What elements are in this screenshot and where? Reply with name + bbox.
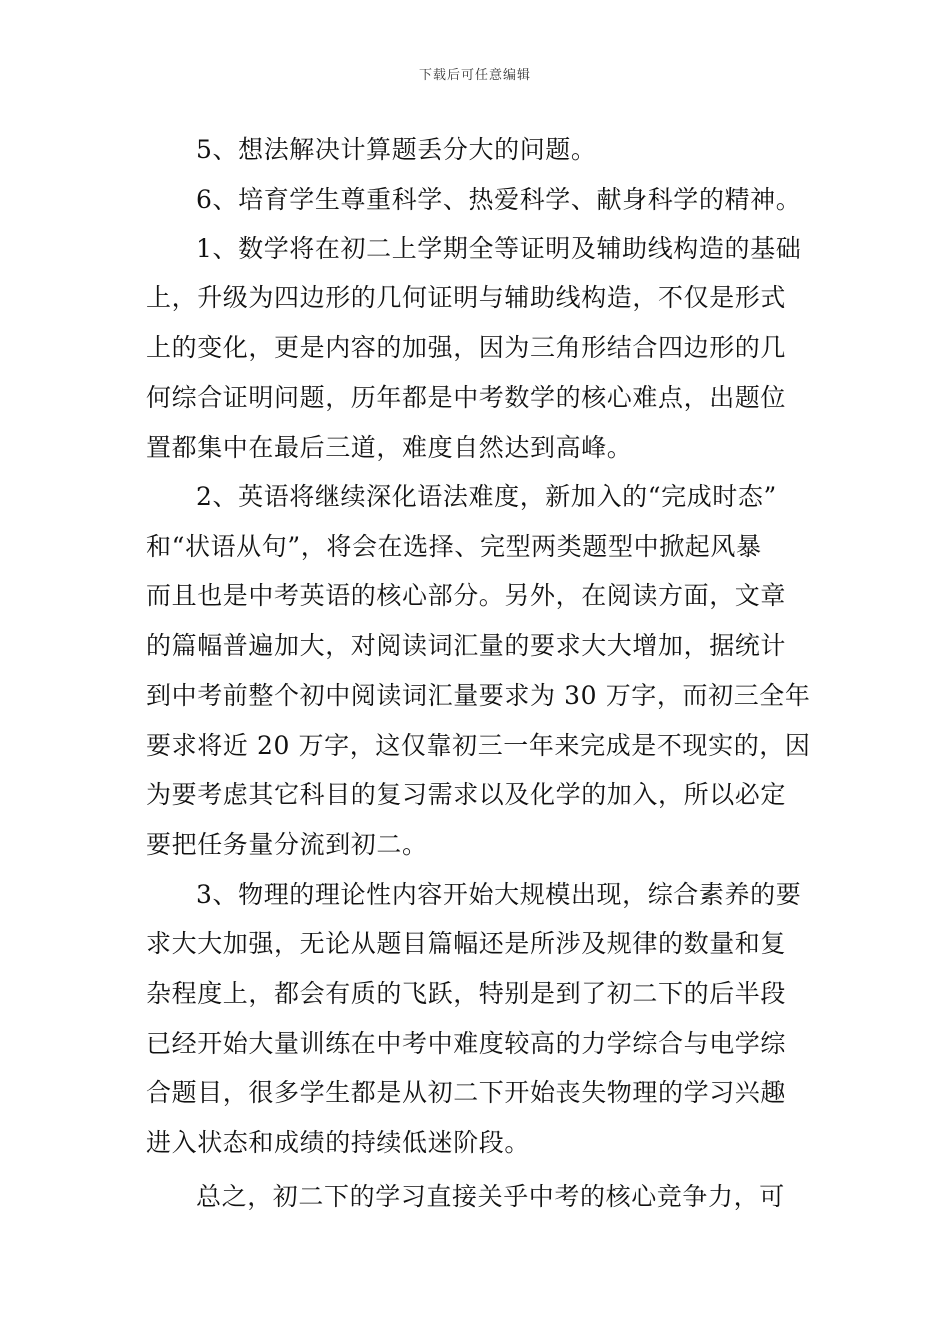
text-line: 6、培育学生尊重科学、热爱科学、献身科学的精神。 — [196, 185, 802, 214]
text-line: 要把任务量分流到初二。 — [146, 830, 428, 859]
text-line: 2、英语将继续深化语法难度，新加入的“完成时态” — [196, 482, 777, 511]
text-line: 3、物理的理论性内容开始大规模出现，综合素养的要 — [196, 880, 802, 909]
text-line: 置都集中在最后三道，难度自然达到高峰。 — [146, 433, 633, 462]
text-line: 求大大加强，无论从题目篇幅还是所涉及规律的数量和复 — [146, 929, 787, 958]
text-line: 杂程度上，都会有质的飞跃，特别是到了初二下的后半段 — [146, 979, 787, 1008]
page-header: 下载后可任意编辑 — [418, 68, 531, 83]
text-line: 为要考虑其它科目的复习需求以及化学的加入，所以必定 — [146, 780, 787, 809]
text-line: 而且也是中考英语的核心部分。另外，在阅读方面，文章 — [146, 581, 787, 610]
text-line: 何综合证明问题，历年都是中考数学的核心难点，出题位 — [146, 383, 787, 412]
text-line: 1、数学将在初二上学期全等证明及辅助线构造的基础 — [196, 234, 802, 263]
text-line: 进入状态和成绩的持续低迷阶段。 — [146, 1128, 531, 1157]
text-line: 和“状语从句”，将会在选择、完型两类题型中掀起风暴 — [146, 532, 762, 561]
text-line: 上，升级为四边形的几何证明与辅助线构造，不仅是形式 — [146, 283, 787, 312]
text-line: 总之，初二下的学习直接关乎中考的核心竞争力，可 — [196, 1182, 785, 1211]
text-line: 5、想法解决计算题丢分大的问题。 — [196, 135, 597, 164]
text-line: 上的变化，更是内容的加强，因为三角形结合四边形的几 — [146, 333, 787, 362]
text-line: 要求将近 20 万字，这仅靠初三一年来完成是不现实的，因 — [146, 731, 811, 760]
text-line: 的篇幅普遍加大，对阅读词汇量的要求大大增加，据统计 — [146, 631, 787, 660]
text-line: 已经开始大量训练在中考中难度较高的力学综合与电学综 — [146, 1029, 787, 1058]
text-line: 合题目，很多学生都是从初二下开始丧失物理的学习兴趣 — [146, 1078, 787, 1107]
text-line: 到中考前整个初中阅读词汇量要求为 30 万字，而初三全年 — [146, 681, 811, 710]
